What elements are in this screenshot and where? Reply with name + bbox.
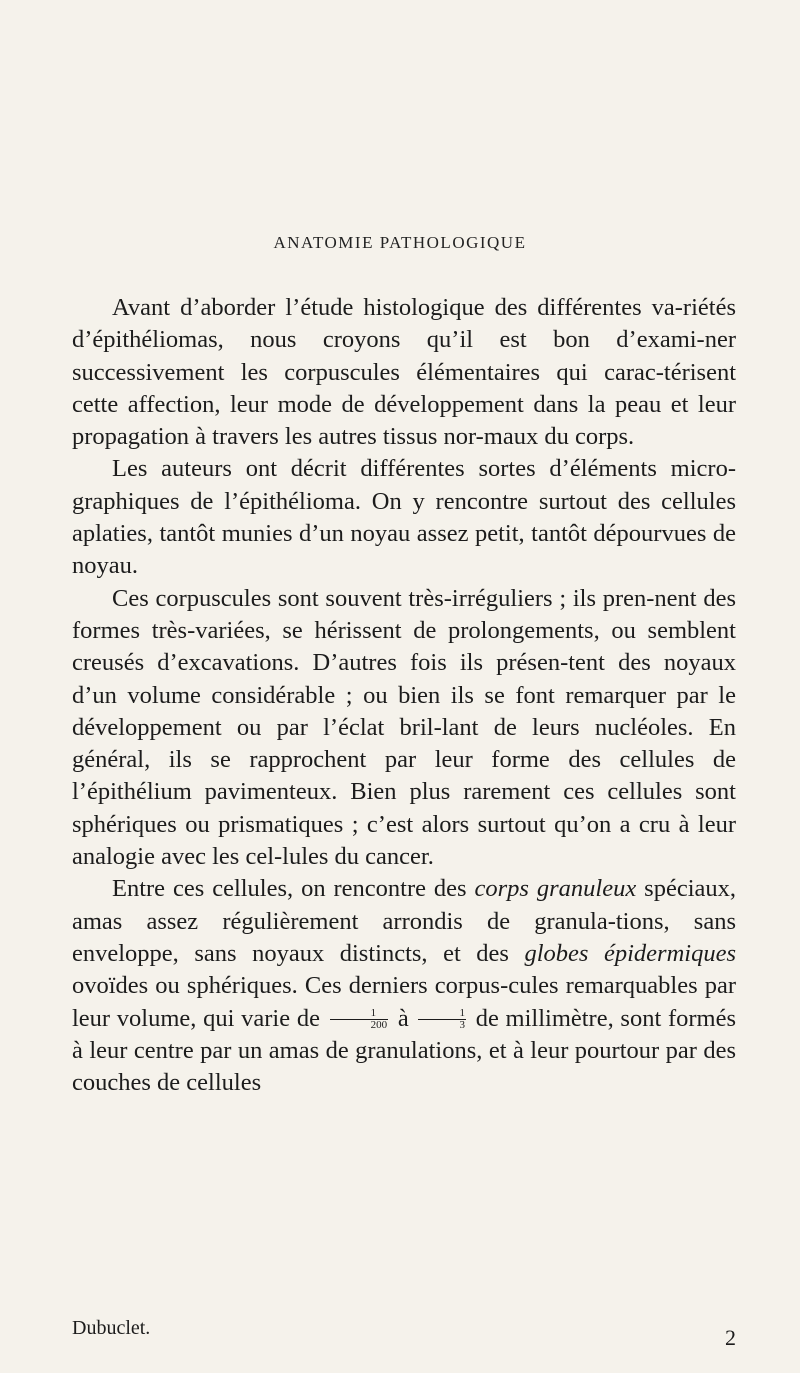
running-header: ANATOMIE PATHOLOGIQUE: [273, 233, 527, 252]
fraction-max: [418, 1008, 466, 1031]
signature-mark: Dubuclet.: [72, 1317, 151, 1339]
paragraph-4-text-b: spéciaux, amas assez régulièrement arrondis de granula-tions, sans enveloppe, sans noyaux distincts, et des: [72, 875, 736, 967]
paragraph-4-text-c: ovoïdes ou sphériques. Ces derniers corpus-cules remarquables par leur volume, qui varie de: [72, 972, 736, 1032]
fraction-min: [330, 1008, 389, 1031]
paragraph-3: Ces corpuscules sont souvent très-irréguliers ; ils pren-nent des formes très-variées, se hérissent de prolongements, ou semblent creusés d’excavations. D’autres fois ils présen-tent des noyaux d’un volume considérable ; ou bien ils se font remarquer par le développement ou par l’éclat bril-lant de leurs nucléoles. En général, ils se rapprochent par leur forme des cellules de l’épithélium pavimenteux. Bien plus rarement ces cellules sont sphériques ou prismatiques ; c’est alors surtout qu’on a cru à leur analogie avec les cel-lules du cancer.: [72, 584, 736, 871]
paragraph-4-text-d: à: [391, 1004, 416, 1032]
fraction-min-numerator: 1: [330, 1008, 389, 1020]
paragraph-4: [72, 873, 736, 1099]
paragraph-4-text-e: de millimètre, sont formés à leur centre par un amas de granulations, et à leur pourtour par des couches de cellules: [72, 1004, 737, 1097]
term-corps-granuleux: corps granuleux: [474, 875, 637, 903]
body-text: [72, 292, 736, 1099]
fraction-max-denominator: 3: [459, 1019, 465, 1032]
paragraph-1: Avant d’aborder l’étude histologique des différentes va-riétés d’épithéliomas, nous croyons qu’il est bon d’exami-ner successivement les corpuscules élémentaires qui carac-térisent cette affection, leur mode de développement dans la peau et leur propagation à travers les autres tissus nor-maux du corps.: [72, 294, 736, 451]
term-globes-epidermiques: globes épidermiques: [524, 939, 737, 967]
paragraph-4-text-a: Entre ces cellules, on rencontre des: [112, 875, 475, 903]
fraction-min-denominator: 200: [370, 1019, 388, 1032]
paragraph-2: Les auteurs ont décrit différentes sortes d’éléments micro-graphiques de l’épithélioma. On y rencontre surtout des cellules aplaties, tantôt munies d’un noyau assez petit, tantôt dépourvues de noyau.: [72, 455, 736, 580]
page-number: 2: [725, 1325, 736, 1350]
fraction-max-numerator: 1: [418, 1008, 466, 1020]
